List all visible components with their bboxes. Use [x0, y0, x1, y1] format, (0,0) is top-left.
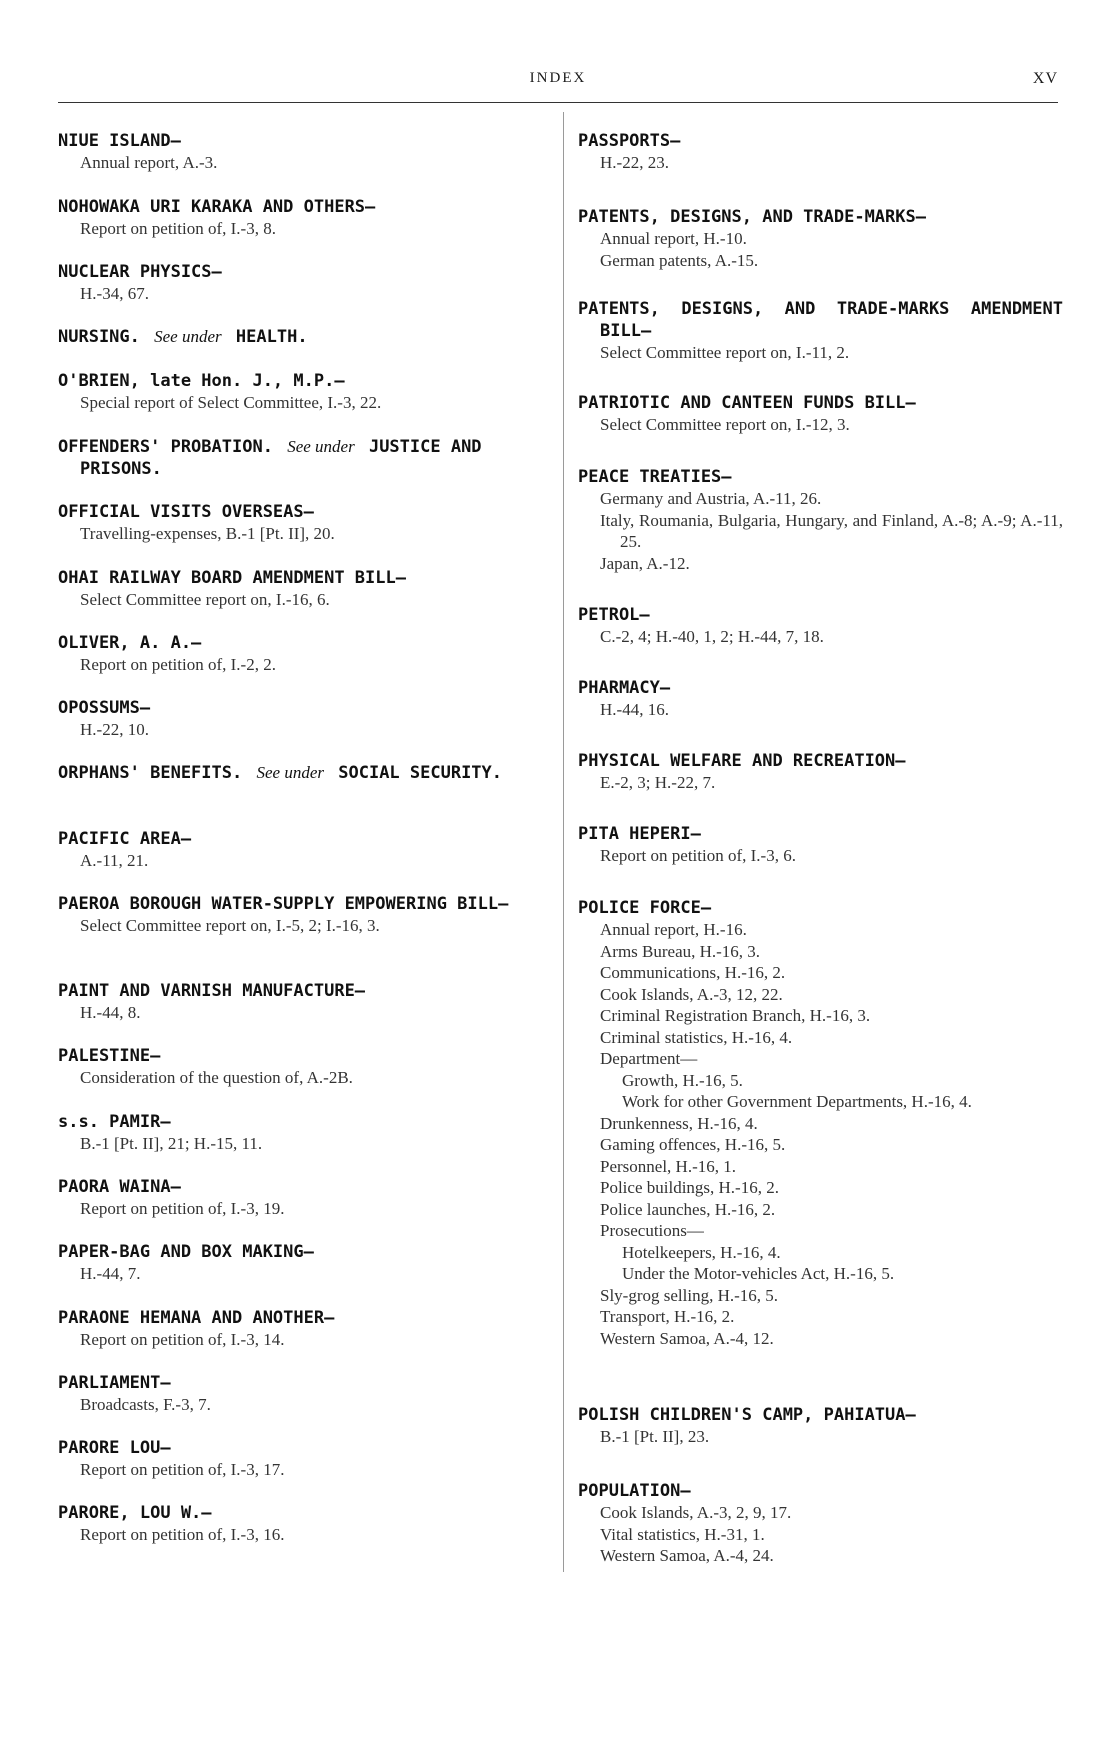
heading-text: OFFENDERS' PROBATION. — [58, 437, 273, 457]
index-entry — [578, 392, 1063, 436]
entry-heading: OFFICIAL VISITS OVERSEAS— — [58, 502, 314, 522]
entry-reference: Report on petition of, I.-3, 14. — [80, 1330, 285, 1349]
entry-reference: Report on petition of, I.-3, 19. — [80, 1199, 285, 1218]
index-entry — [58, 762, 548, 784]
entry-reference: German patents, A.-15. — [600, 250, 759, 270]
index-entry — [58, 1176, 548, 1220]
index-entry — [58, 893, 548, 937]
entry-reference: E.-2, 3; H.-22, 7. — [600, 773, 716, 792]
page-number: XV — [1032, 70, 1058, 87]
entry-reference: Cook Islands, A.-3, 2, 9, 17. — [600, 1503, 792, 1522]
index-entry — [58, 1437, 548, 1481]
entry-reference: Drunkenness, H.-16, 4. — [600, 1113, 758, 1133]
entry-heading: NOHOWAKA URI KARAKA AND OTHERS— — [58, 197, 376, 217]
header-rule — [58, 102, 1058, 103]
entry-reference: Cook Islands, A.-3, 12, 22. — [600, 984, 783, 1004]
index-entry — [58, 632, 548, 676]
page-header — [58, 70, 1058, 92]
entry-heading: NIUE ISLAND— — [58, 131, 181, 151]
index-entry — [578, 298, 1063, 364]
entry-heading: PATRIOTIC AND CANTEEN FUNDS BILL— — [578, 393, 916, 413]
cross-reference-target: HEALTH. — [235, 327, 308, 347]
entry-reference: H.-44, 8. — [80, 1003, 141, 1022]
index-entry — [578, 750, 1063, 794]
entry-reference: Police launches, H.-16, 2. — [600, 1199, 776, 1219]
entry-reference: H.-22, 23. — [600, 153, 669, 172]
entry-reference: Sly-grog selling, H.-16, 5. — [600, 1285, 779, 1305]
index-entry — [58, 501, 548, 545]
entry-heading: PHYSICAL WELFARE AND RECREATION— — [578, 751, 906, 771]
entry-reference: Communications, H.-16, 2. — [600, 963, 786, 982]
index-entry — [58, 1502, 548, 1546]
cross-reference-target: SOCIAL SECURITY. — [338, 763, 503, 783]
entry-reference: Special report of Select Committee, I.-3, 22. — [80, 393, 382, 412]
entry-reference: Vital statistics, H.-31, 1. — [600, 1524, 765, 1544]
entry-reference: B.-1 [Pt. II], 23. — [600, 1427, 710, 1446]
entry-heading: s.s. PAMIR— — [58, 1112, 171, 1132]
entry-reference: Broadcasts, F.-3, 7. — [80, 1395, 211, 1414]
entry-heading: PACIFIC AREA— — [58, 829, 192, 849]
cross-reference-label: See under — [256, 763, 324, 782]
entry-reference: Criminal statistics, H.-16, 4. — [600, 1027, 793, 1047]
index-entry — [58, 370, 548, 414]
page-title: INDEX — [529, 70, 587, 86]
entry-reference: H.-44, 16. — [600, 700, 669, 719]
entry-reference: C.-2, 4; H.-40, 1, 2; H.-44, 7, 18. — [600, 627, 824, 646]
index-entry — [58, 196, 548, 240]
index-entry — [58, 828, 548, 872]
entry-heading: PAINT AND VARNISH MANUFACTURE— — [58, 981, 366, 1001]
entry-heading: PAEROA BOROUGH WATER-SUPPLY EMPOWERING BILL— — [58, 894, 509, 914]
index-entry — [578, 1480, 1063, 1567]
entry-reference: Italy, Roumania, Bulgaria, Hungary, and Finland, A.-8; A.-9; A.-11, 25. — [600, 510, 1063, 551]
entry-reference: Arms Bureau, H.-16, 3. — [600, 941, 761, 961]
entry-reference: B.-1 [Pt. II], 21; H.-15, 11. — [80, 1134, 263, 1153]
entry-heading — [58, 326, 548, 348]
entry-reference: Report on petition of, I.-3, 6. — [600, 846, 796, 865]
cross-reference-target: JUSTICE AND PRISONS. — [80, 437, 482, 479]
entry-heading: PATENTS, DESIGNS, AND TRADE-MARKS— — [578, 207, 926, 227]
entry-reference: H.-34, 67. — [80, 284, 149, 303]
index-entry — [58, 1241, 548, 1285]
entry-reference: Prosecutions— — [600, 1221, 704, 1240]
entry-heading: POLISH CHILDREN'S CAMP, PAHIATUA— — [578, 1405, 916, 1425]
entry-subreference: Hotelkeepers, H.-16, 4. — [622, 1242, 781, 1262]
entry-reference: Germany and Austria, A.-11, 26. — [600, 489, 822, 508]
index-entry — [578, 1404, 1063, 1448]
entry-reference: Report on petition of, I.-2, 2. — [80, 655, 276, 674]
entry-reference: Travelling-expenses, B.-1 [Pt. II], 20. — [80, 524, 335, 543]
entry-reference: Personnel, H.-16, 1. — [600, 1156, 736, 1176]
entry-reference: A.-11, 21. — [80, 851, 149, 870]
entry-heading: PEACE TREATIES— — [578, 467, 732, 487]
index-entry — [578, 206, 1063, 271]
entry-heading: PARORE, LOU W.— — [58, 1503, 212, 1523]
entry-heading: POPULATION— — [578, 1481, 691, 1501]
entry-heading: OLIVER, A. A.— — [58, 633, 202, 653]
heading-text: NURSING. — [58, 327, 140, 347]
index-entry — [58, 1372, 548, 1416]
entry-heading: PASSPORTS— — [578, 131, 681, 151]
entry-reference: Report on petition of, I.-3, 17. — [80, 1460, 285, 1479]
index-entry — [58, 1111, 548, 1155]
entry-heading: O'BRIEN, late Hon. J., M.P.— — [58, 371, 345, 391]
entry-reference: H.-22, 10. — [80, 720, 149, 739]
index-entry — [58, 567, 548, 611]
entry-heading — [58, 762, 548, 784]
index-entry — [58, 1045, 548, 1089]
index-entry — [578, 897, 1063, 1349]
entry-reference: Gaming offences, H.-16, 5. — [600, 1135, 786, 1154]
entry-heading: POLICE FORCE— — [578, 898, 712, 918]
heading-text: ORPHANS' BENEFITS. — [58, 763, 243, 783]
entry-reference: Department— — [600, 1049, 698, 1068]
index-entry — [578, 466, 1063, 574]
entry-reference: Select Committee report on, I.-5, 2; I.-16, 3. — [80, 916, 380, 935]
entry-heading: NUCLEAR PHYSICS— — [58, 262, 222, 282]
index-entry — [578, 677, 1063, 721]
entry-heading: PETROL— — [578, 605, 650, 625]
entry-subreference: Under the Motor-vehicles Act, H.-16, 5. — [622, 1264, 895, 1283]
entry-heading: OPOSSUMS— — [58, 698, 151, 718]
entry-reference: Police buildings, H.-16, 2. — [600, 1178, 779, 1197]
entry-heading: PALESTINE— — [58, 1046, 161, 1066]
entry-reference: Consideration of the question of, A.-2B. — [80, 1068, 353, 1087]
index-entry — [578, 130, 1063, 174]
index-entry — [58, 1307, 548, 1351]
entry-reference: Transport, H.-16, 2. — [600, 1307, 735, 1326]
entry-heading: OHAI RAILWAY BOARD AMENDMENT BILL— — [58, 568, 406, 588]
index-entry — [58, 436, 548, 480]
entry-reference: Select Committee report on, I.-12, 3. — [600, 415, 850, 434]
entry-subreference: Work for other Government Departments, H.-16, 4. — [622, 1092, 972, 1111]
entry-reference: Report on petition of, I.-3, 16. — [80, 1525, 285, 1544]
entry-heading: PAORA WAINA— — [58, 1177, 181, 1197]
index-entry — [578, 823, 1063, 867]
entry-reference: Annual report, A.-3. — [80, 153, 218, 172]
index-entry — [58, 697, 548, 741]
entry-heading: PATENTS, DESIGNS, AND TRADE-MARKS AMENDMENT BILL— — [578, 299, 1063, 341]
index-entry — [58, 261, 548, 305]
cross-reference-label: See under — [287, 437, 355, 456]
entry-reference: Select Committee report on, I.-16, 6. — [80, 590, 330, 609]
entry-reference: Criminal Registration Branch, H.-16, 3. — [600, 1006, 871, 1025]
index-entry — [58, 980, 548, 1024]
index-entry — [578, 604, 1063, 648]
entry-heading: PITA HEPERI— — [578, 824, 701, 844]
entry-heading: PARLIAMENT— — [58, 1373, 171, 1393]
entry-reference: Western Samoa, A.-4, 12. — [600, 1328, 774, 1348]
column-divider — [563, 112, 564, 1572]
entry-heading — [58, 436, 548, 480]
entry-reference: Japan, A.-12. — [600, 553, 690, 573]
entry-reference: Select Committee report on, I.-11, 2. — [600, 343, 850, 362]
entry-reference: Annual report, H.-10. — [600, 229, 747, 248]
entry-heading: PHARMACY— — [578, 678, 671, 698]
cross-reference-label: See under — [154, 327, 222, 346]
entry-heading: PARORE LOU— — [58, 1438, 171, 1458]
entry-heading: PAPER-BAG AND BOX MAKING— — [58, 1242, 314, 1262]
entry-reference: Annual report, H.-16. — [600, 920, 747, 939]
entry-reference: Western Samoa, A.-4, 24. — [600, 1546, 774, 1565]
entry-reference: Report on petition of, I.-3, 8. — [80, 219, 276, 238]
entry-subreference: Growth, H.-16, 5. — [622, 1070, 743, 1090]
index-entry — [58, 130, 548, 174]
index-entry — [58, 326, 548, 348]
entry-heading: PARAONE HEMANA AND ANOTHER— — [58, 1308, 335, 1328]
entry-reference: H.-44, 7. — [80, 1264, 141, 1283]
